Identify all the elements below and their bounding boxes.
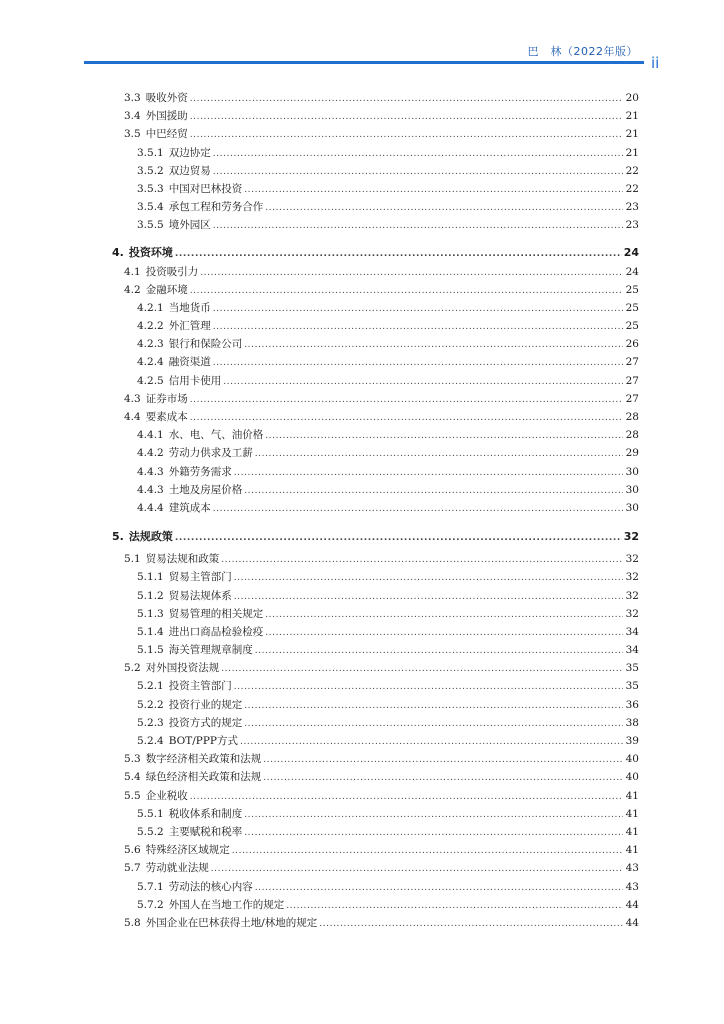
toc-leader-dots xyxy=(263,750,623,769)
toc-leader-dots xyxy=(190,408,623,427)
toc-leader-dots xyxy=(244,805,623,824)
toc-entry-page: 25 xyxy=(625,283,639,296)
toc-entry-page: 41 xyxy=(625,789,639,802)
toc-entry-page: 36 xyxy=(625,698,639,711)
toc-entry-title: 融资渠道 xyxy=(168,356,211,369)
toc-entry-page: 23 xyxy=(625,219,639,232)
toc-entry-title: 投资环境 xyxy=(128,245,173,259)
toc-entry-page: 44 xyxy=(625,898,639,911)
toc-leader-dots xyxy=(190,125,623,144)
toc-entry-title: 主要赋税和税率 xyxy=(168,825,243,838)
toc-entry-number: 4.4.4 xyxy=(137,501,164,514)
toc-entry-number: 5.1.2 xyxy=(137,589,164,602)
toc-leader-dots xyxy=(265,198,623,217)
toc-leader-dots xyxy=(255,641,623,660)
toc-entry-number: 3.5.1 xyxy=(137,146,164,159)
toc-entry-number: 5.7.1 xyxy=(137,880,164,893)
toc-entry-title: 数字经济相关政策和法规 xyxy=(145,753,262,766)
toc-chapter-entry[interactable] xyxy=(112,243,639,263)
toc-entry-number: 5.5.1 xyxy=(137,807,164,820)
toc-leader-dots xyxy=(255,444,623,463)
toc-leader-dots xyxy=(190,281,623,300)
toc-leader-dots xyxy=(232,841,623,860)
toc-entry-number: 3.5 xyxy=(124,128,141,141)
toc-entry-page: 22 xyxy=(625,164,639,177)
toc-subsection-entry[interactable] xyxy=(112,162,639,180)
toc-entry-number: 5.6 xyxy=(124,844,141,857)
toc-subsection-entry[interactable] xyxy=(112,896,639,914)
toc-leader-dots xyxy=(255,878,623,897)
toc-entry-title: 吸收外资 xyxy=(145,92,188,104)
toc-entry-title: 外汇管理 xyxy=(168,320,211,333)
toc-subsection-entry[interactable] xyxy=(112,805,639,823)
toc-subsection-entry[interactable] xyxy=(112,299,639,317)
toc-entry-number: 5.8 xyxy=(124,916,141,929)
toc-entry-number: 4.2.1 xyxy=(137,301,164,314)
toc-entry-title: 金融环境 xyxy=(145,283,188,296)
header-rule xyxy=(84,61,644,64)
toc-entry-number: 3.5.3 xyxy=(137,182,164,195)
toc-subsection-entry[interactable] xyxy=(112,444,639,462)
toc-leader-dots xyxy=(286,896,623,915)
toc-subsection-entry[interactable] xyxy=(112,696,639,714)
toc-entry-page: 43 xyxy=(625,880,639,893)
toc-entry-title: 劳动法的核心内容 xyxy=(168,880,253,893)
toc-entry-page: 32 xyxy=(625,571,639,584)
page-number: ii xyxy=(651,54,660,72)
toc-section-entry[interactable] xyxy=(112,787,639,805)
toc-entry-number: 5.1.5 xyxy=(137,644,164,657)
toc-entry-page: 38 xyxy=(625,716,639,729)
toc-leader-dots xyxy=(213,353,623,372)
toc-entry-title: 企业税收 xyxy=(145,789,188,802)
toc-entry-page: 26 xyxy=(625,338,639,351)
toc-entry-number: 5.1.4 xyxy=(137,625,164,638)
toc-subsection-entry[interactable] xyxy=(112,353,639,371)
toc-entry-title: 投资吸引力 xyxy=(145,265,199,278)
toc-section-entry[interactable] xyxy=(112,107,639,125)
toc-entry-page: 22 xyxy=(625,182,639,195)
toc-section-entry[interactable] xyxy=(112,841,639,859)
toc-subsection-entry[interactable] xyxy=(112,499,639,517)
toc-entry-title: 证券市场 xyxy=(145,392,188,405)
toc-entry-page: 21 xyxy=(625,128,639,141)
toc-subsection-entry[interactable] xyxy=(112,677,639,695)
toc-entry-title: 双边协定 xyxy=(168,146,211,159)
toc-entry-number: 5.2.3 xyxy=(137,716,164,729)
toc-entry-number: 4.4.2 xyxy=(137,447,164,460)
toc-entry-number: 5.2.2 xyxy=(137,698,164,711)
toc-entry-number: 5.1.1 xyxy=(137,571,164,584)
toc-entry-number: 5.5.2 xyxy=(137,825,164,838)
toc-entry-title: 劳动力供求及工薪 xyxy=(168,447,253,460)
table-of-contents xyxy=(112,89,639,932)
toc-leader-dots xyxy=(234,587,623,606)
toc-entry-title: 承包工程和劳务合作 xyxy=(168,201,264,214)
toc-leader-dots xyxy=(244,714,623,733)
toc-entry-number: 5.4 xyxy=(124,771,141,784)
toc-leader-dots xyxy=(213,144,623,163)
toc-entry-number: 5. xyxy=(112,530,124,544)
toc-section-entry[interactable] xyxy=(112,750,639,768)
toc-leader-dots xyxy=(234,568,623,587)
toc-entry-page: 27 xyxy=(625,392,639,405)
header-title: 巴 林（2022年版） xyxy=(527,45,638,58)
toc-subsection-entry[interactable] xyxy=(112,714,639,732)
toc-subsection-entry[interactable] xyxy=(112,587,639,605)
toc-entry-title: 投资方式的规定 xyxy=(168,716,243,729)
toc-entry-page: 21 xyxy=(625,110,639,123)
toc-entry-page: 28 xyxy=(625,429,639,442)
toc-section-entry[interactable] xyxy=(112,768,639,786)
toc-section-entry[interactable] xyxy=(112,125,639,143)
toc-entry-title: 双边贸易 xyxy=(168,164,211,177)
toc-entry-title: 绿色经济相关政策和法规 xyxy=(145,771,262,784)
toc-leader-dots xyxy=(213,162,623,181)
toc-leader-dots xyxy=(244,696,623,715)
toc-entry-number: 4.2 xyxy=(124,283,141,296)
toc-entry-number: 4.1 xyxy=(124,265,141,278)
toc-entry-number: 4.2.2 xyxy=(137,320,164,333)
toc-entry-page: 40 xyxy=(625,753,639,766)
toc-entry-number: 3.5.5 xyxy=(137,219,164,232)
toc-entry-page: 39 xyxy=(625,735,639,747)
toc-entry-page: 44 xyxy=(625,916,639,929)
toc-entry-page: 30 xyxy=(625,501,639,514)
toc-entry-title: 海关管理规章制度 xyxy=(168,644,253,657)
toc-entry-number: 5.3 xyxy=(124,753,141,766)
toc-entry-title: 信用卡使用 xyxy=(168,374,222,387)
toc-entry-page: 29 xyxy=(625,447,639,460)
toc-section-entry[interactable] xyxy=(112,89,639,107)
toc-chapter-entry[interactable] xyxy=(112,527,639,547)
toc-entry-number: 3.4 xyxy=(124,110,141,123)
toc-subsection-entry[interactable] xyxy=(112,180,639,198)
toc-entry-number: 5.1 xyxy=(124,553,141,566)
toc-entry-title: 外国援助 xyxy=(145,110,188,123)
toc-leader-dots xyxy=(265,605,623,624)
toc-subsection-entry[interactable] xyxy=(112,198,639,216)
toc-entry-title: 投资行业的规定 xyxy=(168,698,243,711)
toc-entry-page: 41 xyxy=(625,825,639,838)
toc-entry-number: 5.7.2 xyxy=(137,898,164,911)
toc-leader-dots xyxy=(190,89,623,108)
toc-entry-title: 进出口商品检验检疫 xyxy=(168,625,264,638)
toc-entry-page: 41 xyxy=(625,844,639,857)
toc-subsection-entry[interactable] xyxy=(112,317,639,335)
toc-entry-number: 5.1.3 xyxy=(137,607,164,620)
toc-entry-page: 25 xyxy=(625,320,639,333)
toc-entry-page: 28 xyxy=(625,411,639,423)
toc-entry-title: 当地货币 xyxy=(168,301,211,314)
toc-entry-page: 20 xyxy=(625,92,639,104)
toc-subsection-entry[interactable] xyxy=(112,144,639,162)
toc-entry-number: 5.2 xyxy=(124,662,141,675)
toc-entry-title: 要素成本 xyxy=(145,411,188,423)
toc-leader-dots xyxy=(213,299,623,318)
toc-leader-dots xyxy=(263,768,623,787)
toc-entry-page: 27 xyxy=(625,374,639,387)
toc-leader-dots xyxy=(234,677,623,696)
toc-entry-page: 34 xyxy=(625,644,639,657)
toc-entry-title: 对外国投资法规 xyxy=(145,662,220,675)
toc-entry-page: 35 xyxy=(625,680,639,693)
toc-entry-number: 4.2.4 xyxy=(137,356,164,369)
toc-section-entry[interactable] xyxy=(112,914,639,932)
toc-leader-dots xyxy=(175,243,622,264)
toc-leader-dots xyxy=(240,732,623,751)
toc-entry-number: 4.4.1 xyxy=(137,429,164,442)
toc-entry-title: BOT/PPP方式 xyxy=(168,735,238,747)
toc-leader-dots xyxy=(190,107,623,126)
toc-entry-title: 外国人在当地工作的规定 xyxy=(168,898,285,911)
toc-entry-title: 境外园区 xyxy=(168,219,211,232)
toc-entry-number: 4.3 xyxy=(124,392,141,405)
toc-entry-title: 贸易法规体系 xyxy=(168,589,232,602)
toc-leader-dots xyxy=(213,499,623,518)
toc-entry-title: 劳动就业法规 xyxy=(145,862,209,875)
toc-leader-dots xyxy=(234,463,623,482)
toc-entry-page: 23 xyxy=(625,201,639,214)
toc-subsection-entry[interactable] xyxy=(112,732,639,750)
toc-section-entry[interactable] xyxy=(112,263,639,281)
toc-subsection-entry[interactable] xyxy=(112,463,639,481)
toc-entry-page: 34 xyxy=(625,625,639,638)
toc-section-entry[interactable] xyxy=(112,390,639,408)
toc-entry-page: 43 xyxy=(625,862,639,875)
toc-leader-dots xyxy=(200,263,623,282)
toc-entry-title: 建筑成本 xyxy=(168,501,211,514)
toc-leader-dots xyxy=(213,216,623,235)
toc-entry-number: 5.7 xyxy=(124,862,141,875)
toc-entry-page: 32 xyxy=(625,589,639,602)
toc-subsection-entry[interactable] xyxy=(112,605,639,623)
toc-entry-page: 24 xyxy=(625,265,639,278)
toc-entry-page: 41 xyxy=(625,807,639,820)
toc-entry-number: 4.4.3 xyxy=(137,465,164,478)
toc-entry-number: 4.4 xyxy=(124,411,141,423)
toc-entry-title: 外籍劳务需求 xyxy=(168,465,232,478)
toc-entry-number: 3.5.4 xyxy=(137,201,164,214)
toc-entry-page: 40 xyxy=(625,771,639,784)
toc-entry-title: 外国企业在巴林获得土地/林地的规定 xyxy=(145,916,318,929)
toc-subsection-entry[interactable] xyxy=(112,372,639,390)
toc-subsection-entry[interactable] xyxy=(112,641,639,659)
toc-entry-number: 4.4.3 xyxy=(137,483,164,496)
toc-subsection-entry[interactable] xyxy=(112,335,639,353)
toc-entry-number: 4.2.5 xyxy=(137,374,164,387)
toc-entry-page: 27 xyxy=(625,356,639,369)
toc-leader-dots xyxy=(244,823,623,842)
toc-subsection-entry[interactable] xyxy=(112,216,639,234)
toc-entry-title: 投资主管部门 xyxy=(168,680,232,693)
toc-leader-dots xyxy=(265,426,623,445)
toc-entry-number: 3.3 xyxy=(124,92,141,104)
toc-entry-title: 土地及房屋价格 xyxy=(168,483,243,496)
toc-entry-title: 中国对巴林投资 xyxy=(168,182,243,195)
toc-leader-dots xyxy=(244,481,623,500)
toc-subsection-entry[interactable] xyxy=(112,623,639,641)
toc-leader-dots xyxy=(221,550,623,569)
toc-leader-dots xyxy=(319,914,623,933)
toc-entry-page: 32 xyxy=(625,553,639,566)
toc-entry-title: 法规政策 xyxy=(128,530,173,544)
toc-leader-dots xyxy=(190,787,623,806)
toc-leader-dots xyxy=(175,527,622,548)
toc-entry-title: 水、电、气、油价格 xyxy=(168,429,264,442)
toc-entry-title: 税收体系和制度 xyxy=(168,807,243,820)
toc-entry-number: 5.5 xyxy=(124,789,141,802)
toc-entry-page: 21 xyxy=(625,146,639,159)
toc-section-entry[interactable] xyxy=(112,659,639,677)
toc-entry-page: 25 xyxy=(625,301,639,314)
toc-subsection-entry[interactable] xyxy=(112,426,639,444)
toc-subsection-entry[interactable] xyxy=(112,878,639,896)
toc-entry-title: 贸易主管部门 xyxy=(168,571,232,584)
toc-entry-title: 中巴经贸 xyxy=(145,128,188,141)
toc-entry-number: 3.5.2 xyxy=(137,164,164,177)
toc-section-entry[interactable] xyxy=(112,408,639,426)
toc-subsection-entry[interactable] xyxy=(112,823,639,841)
toc-entry-title: 特殊经济区域规定 xyxy=(145,844,230,857)
toc-entry-number: 4.2.3 xyxy=(137,338,164,351)
toc-entry-number: 5.2.1 xyxy=(137,680,164,693)
toc-leader-dots xyxy=(223,372,623,391)
toc-entry-title: 贸易管理的相关规定 xyxy=(168,607,264,620)
toc-entry-number: 4. xyxy=(112,245,124,259)
toc-leader-dots xyxy=(211,859,623,878)
toc-entry-page: 30 xyxy=(625,483,639,496)
toc-leader-dots xyxy=(190,390,623,409)
toc-leader-dots xyxy=(244,335,623,354)
toc-leader-dots xyxy=(244,180,623,199)
toc-section-entry[interactable] xyxy=(112,281,639,299)
toc-leader-dots xyxy=(265,623,623,642)
toc-entry-page: 35 xyxy=(625,662,639,675)
toc-entry-page: 32 xyxy=(625,607,639,620)
toc-entry-page: 24 xyxy=(623,245,639,259)
toc-entry-title: 银行和保险公司 xyxy=(168,338,243,351)
toc-entry-title: 贸易法规和政策 xyxy=(145,553,220,566)
toc-subsection-entry[interactable] xyxy=(112,568,639,586)
toc-entry-number: 5.2.4 xyxy=(137,735,164,747)
toc-section-entry[interactable] xyxy=(112,550,639,568)
toc-entry-page: 32 xyxy=(623,530,639,544)
toc-leader-dots xyxy=(221,659,623,678)
toc-subsection-entry[interactable] xyxy=(112,481,639,499)
toc-leader-dots xyxy=(213,317,623,336)
toc-entry-page: 30 xyxy=(625,465,639,478)
toc-section-entry[interactable] xyxy=(112,859,639,877)
